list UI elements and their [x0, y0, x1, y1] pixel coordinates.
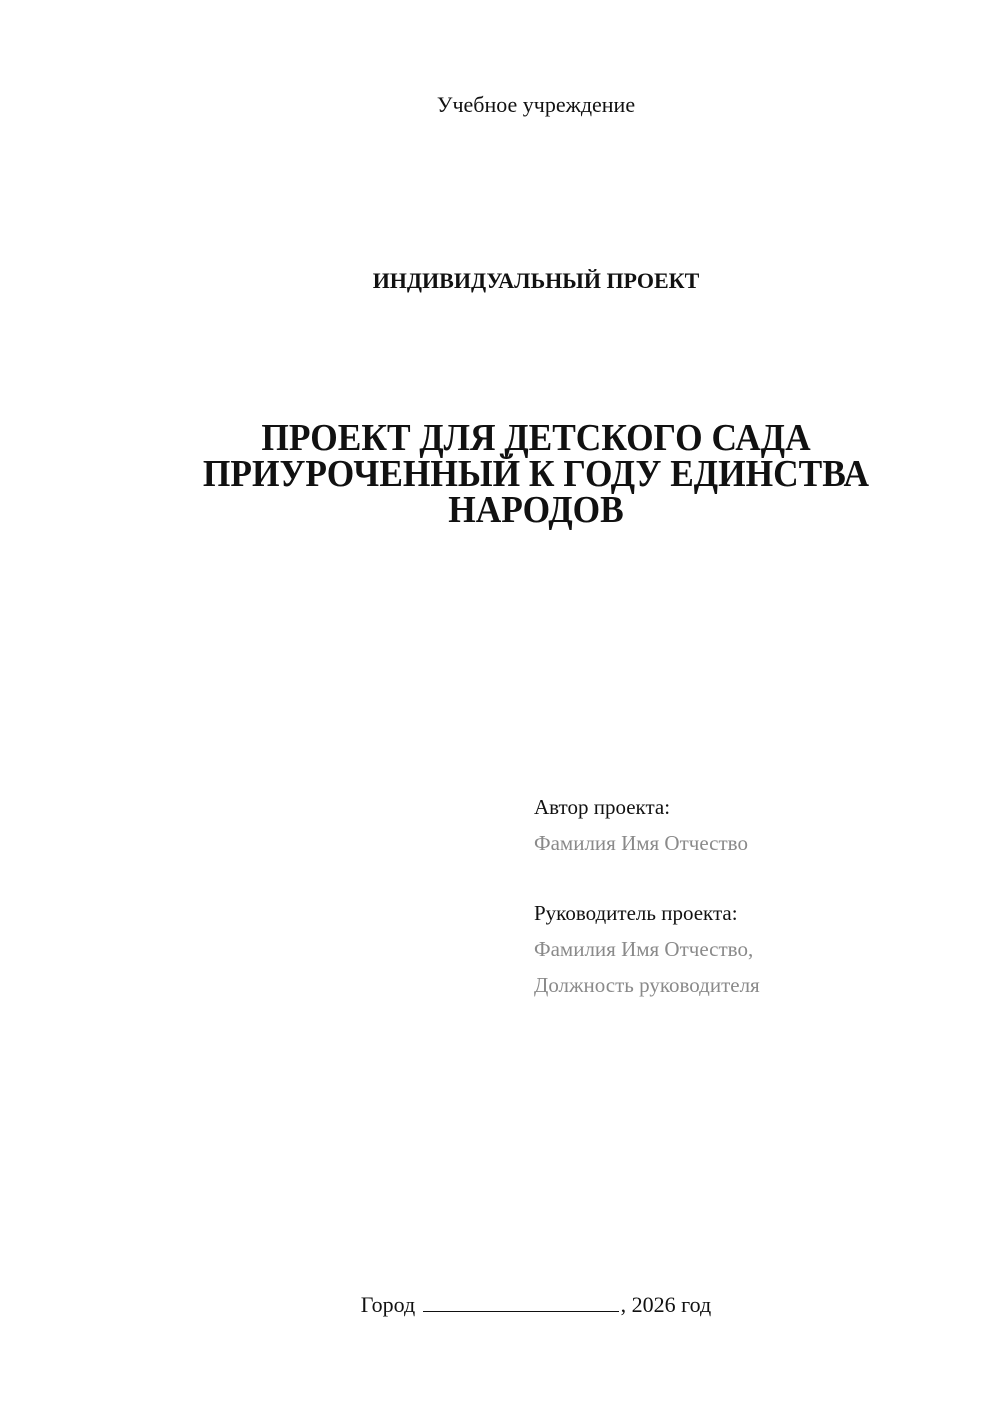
project-title-line-2: ПРИУРОЧЕННЫЙ К ГОДУ ЕДИНСТВА	[202, 453, 870, 495]
project-title-line-1: ПРОЕКТ ДЛЯ ДЕТСКОГО САДА	[261, 417, 811, 459]
institution-name: Учебное учреждение	[436, 92, 636, 117]
project-type-heading: ИНДИВИДУАЛЬНЫЙ ПРОЕКТ	[372, 268, 700, 293]
spacer	[534, 861, 760, 895]
year-text: , 2026 год	[620, 1292, 712, 1317]
author-name-placeholder: Фамилия Имя Отчество	[534, 831, 748, 855]
project-title-line-3: НАРОДОВ	[448, 489, 624, 531]
footer-city-year	[0, 1291, 1000, 1319]
city-blank-line	[423, 1291, 619, 1312]
project-title	[38, 417, 1000, 531]
supervisor-position-placeholder: Должность руководителя	[534, 973, 760, 997]
supervisor-label: Руководитель проекта:	[534, 901, 738, 925]
supervisor-name-placeholder: Фамилия Имя Отчество,	[534, 937, 754, 961]
author-label: Автор проекта:	[534, 795, 671, 819]
city-label: Город	[360, 1292, 416, 1317]
roles-block	[534, 789, 760, 1003]
